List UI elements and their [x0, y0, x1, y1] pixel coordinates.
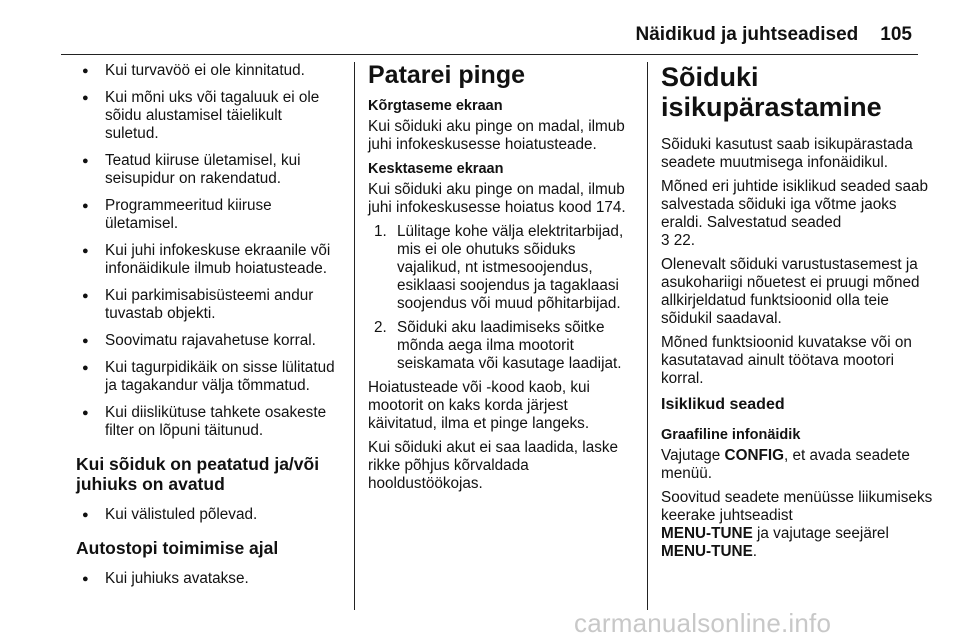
column-1 [76, 62, 338, 597]
paragraph-config [661, 447, 933, 483]
list-item: ● Kui mõni uks või tagaluuk ei ole sõidu alustamisel täielikult suletud. [76, 89, 338, 143]
column-divider-2 [647, 62, 648, 610]
subheading-mid-level: Kesktaseme ekraan [368, 161, 504, 177]
title-line-2: isikupärastamine [661, 92, 882, 122]
autostop-list [76, 570, 338, 588]
list-item: ● Programmeeritud kiiruse ületamisel. [76, 197, 338, 233]
list-item [368, 223, 636, 313]
watermark: carmanualsonline.info [574, 608, 832, 638]
warning-chime-list [76, 62, 338, 440]
list-item: ● Kui turvavöö ei ole kinnitatud. [76, 62, 338, 80]
subheading-graphic-display: Graafiline infonäidik [661, 427, 801, 443]
text: Vajutage [661, 447, 721, 464]
paragraph-workshop: Kui sõiduki akut ei saa laadida, laske rikke põhjus kõrvaldada hooldustöökojas. [368, 439, 619, 492]
text: , et avada seadete menüü. [661, 447, 910, 482]
heading-personal-settings: Isiklikud seaded [661, 396, 785, 413]
list-item: ● Kui diislikütuse tahkete osakeste filter on lõpuni täitunud. [76, 404, 338, 440]
section-title-personalization [661, 62, 933, 122]
paragraph-keys-text: Mõned eri juhtide isiklikud seaded saab salvestada sõiduki iga võtme jaoks eraldi. Salvestatud seaded [661, 178, 929, 231]
heading-autostop: Autostopi toimimise ajal [76, 538, 279, 558]
paragraph-intro: Sõiduki kasutust saab isikupärastada seadete muutmisega infonäidikul. [661, 136, 913, 171]
section-title-battery: Patarei pinge [368, 61, 525, 89]
paragraph-availability: Olenevalt sõiduki varustustasemest ja asukohariigi nõuetest ei pruugi mõned allkirjeldatud funktsioonid olla teie sõidukil saadaval. [661, 256, 920, 327]
paragraph-code-clears: Hoiatusteade või -kood kaob, kui mootorit on kaks korda järjest käivitatud, ilma et pinge langeks. [368, 379, 590, 432]
list-item: ● Soovimatu rajavahetuse korral. [76, 332, 338, 350]
battery-steps [368, 223, 636, 373]
column-2 [368, 62, 636, 499]
page-number: 105 [880, 24, 912, 45]
title-line-1: Sõiduki [661, 62, 759, 92]
list-item: ● Kui välistuled põlevad. [76, 506, 338, 524]
step-text: Sõiduki aku laadimiseks sõitke mõnda aega ilma mootorit seiskamata või kasutage laadijat. [397, 319, 622, 372]
page-title: Näidikud ja juhtseadised [635, 24, 859, 45]
column-3 [661, 62, 933, 567]
list-item: ● Kui parkimisabisüsteemi andur tuvastab objekti. [76, 287, 338, 323]
page-header [636, 24, 912, 50]
column-divider-1 [354, 62, 355, 610]
step-number: 1. [374, 223, 387, 240]
text: Soovitud seadete menüüsse liikumiseks keerake juhtseadist [661, 489, 933, 524]
list-item: ● Kui juhiuks avatakse. [76, 570, 338, 588]
list-item [368, 319, 636, 373]
text: ja vajutage seejärel [757, 525, 889, 542]
menu-tune-key: MENU-TUNE [661, 525, 753, 542]
list-item: ● Teatud kiiruse ületamisel, kui seisupidur on rakendatud. [76, 152, 338, 188]
step-text: Lülitage kohe välja elektritarbijad, mis ei ole ohutuks sõiduks vajalikud, nt istmesoojendus, esiklaasi soojendus ja tagaklaasi soojendus või muud põhitarbijad. [397, 223, 624, 312]
paragraph-menu-tune [661, 489, 933, 561]
menu-tune-key: MENU-TUNE [661, 543, 753, 560]
text: . [752, 543, 758, 560]
paragraph-mid-level: Kui sõiduki aku pinge on madal, ilmub juhi infokeskusesse hoiatus kood 174. [368, 181, 626, 216]
list-item: ● Kui juhi infokeskuse ekraanile või infonäidikule ilmub hoiatusteade. [76, 242, 338, 278]
subheading-high-level: Kõrgtaseme ekraan [368, 98, 503, 114]
heading-parked: Kui sõiduk on peatatud ja/või juhiuks on avatud [76, 454, 320, 494]
step-number: 2. [374, 319, 387, 336]
list-item: ● Kui tagurpidikäik on sisse lülitatud ja tagakandur välja tõmmatud. [76, 359, 338, 395]
parked-list [76, 506, 338, 524]
page-reference-link[interactable]: 3 22. [661, 232, 696, 249]
paragraph-keys [661, 178, 933, 250]
config-key: CONFIG [724, 447, 785, 464]
paragraph-high-level: Kui sõiduki aku pinge on madal, ilmub juhi infokeskusesse hoiatusteade. [368, 118, 625, 153]
header-rule [61, 54, 918, 55]
paragraph-engine-running: Mõned funktsioonid kuvatakse või on kasutatavad ainult töötava mootori korral. [661, 334, 912, 387]
